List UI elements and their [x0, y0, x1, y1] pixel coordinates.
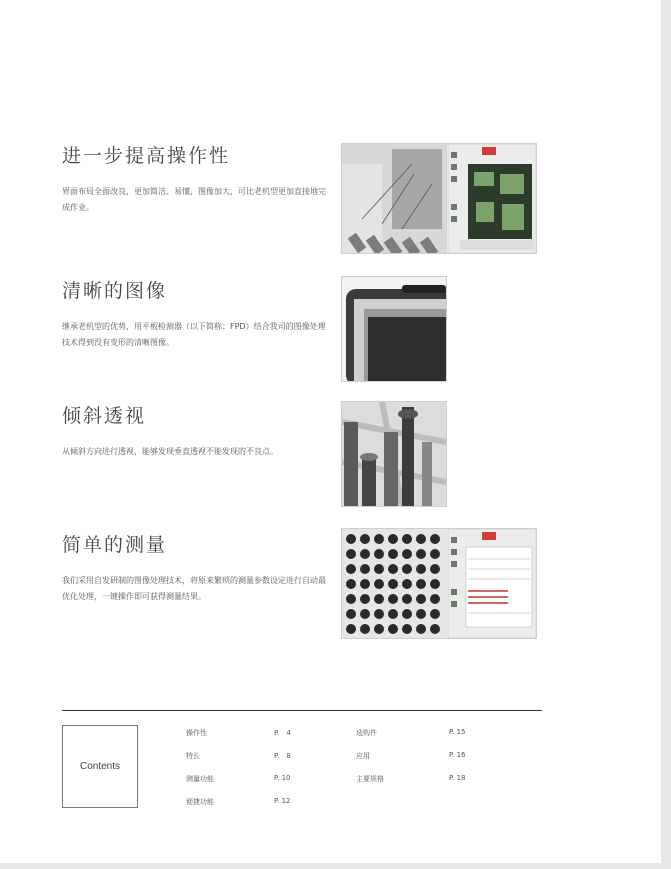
- toc-item-page: P. 12: [274, 797, 291, 805]
- measurement-screenshot-image: [341, 528, 537, 639]
- toc-item-page: P. 8: [274, 752, 291, 760]
- section-title: 倾斜透视: [62, 405, 147, 427]
- section-measurement: [62, 530, 332, 605]
- section-operability: [62, 141, 332, 216]
- toc-item-label: 应用: [356, 752, 370, 760]
- section-title: 进一步提高操作性: [62, 145, 231, 167]
- section-clear-image: [62, 276, 332, 351]
- toc-item-label: 主要规格: [356, 775, 384, 783]
- section-oblique-view: [62, 401, 332, 460]
- xray-image-clear: [341, 276, 447, 382]
- section-body: 我们采用自发研制的图像处理技术，将原来繁琐的测量参数设定进行自动最优化处理，一键操作即可获得测量结果。: [62, 576, 326, 601]
- section-body: 继承老机型的优势，用平板检测器（以下简称：FPD）结合我司的图像处理技术得到没有变形的清晰图像。: [62, 322, 326, 347]
- section-title: 清晰的图像: [62, 280, 168, 302]
- divider-line: [62, 710, 542, 711]
- contents-box: [62, 725, 138, 808]
- section-body: 界面布局全面改良，更加简洁、易懂，图像加大，可比老机型更加直接地完成作业。: [62, 187, 326, 212]
- toc-item-label: 便捷功能: [186, 798, 214, 806]
- toc-item-label: 特长: [186, 752, 200, 760]
- ui-screenshot-image: [341, 143, 537, 254]
- toc-item-label: 测量功能: [186, 775, 214, 783]
- section-body: 从倾斜方向进行透视，能够发现垂直透视不能发现的不良点。: [62, 447, 278, 456]
- section-title: 简单的测量: [62, 534, 168, 556]
- toc-item-page: P. 4: [274, 729, 291, 737]
- toc-item-page: P. 15: [449, 728, 466, 736]
- toc-item-page: P. 10: [274, 774, 291, 782]
- toc-item-label: 操作性: [186, 729, 207, 737]
- xray-image-oblique: [341, 401, 447, 507]
- toc-item-page: P. 18: [449, 774, 466, 782]
- contents-label: Contents: [79, 761, 121, 772]
- toc-item-label: 选购件: [356, 729, 377, 737]
- toc-item-page: P. 16: [449, 751, 466, 759]
